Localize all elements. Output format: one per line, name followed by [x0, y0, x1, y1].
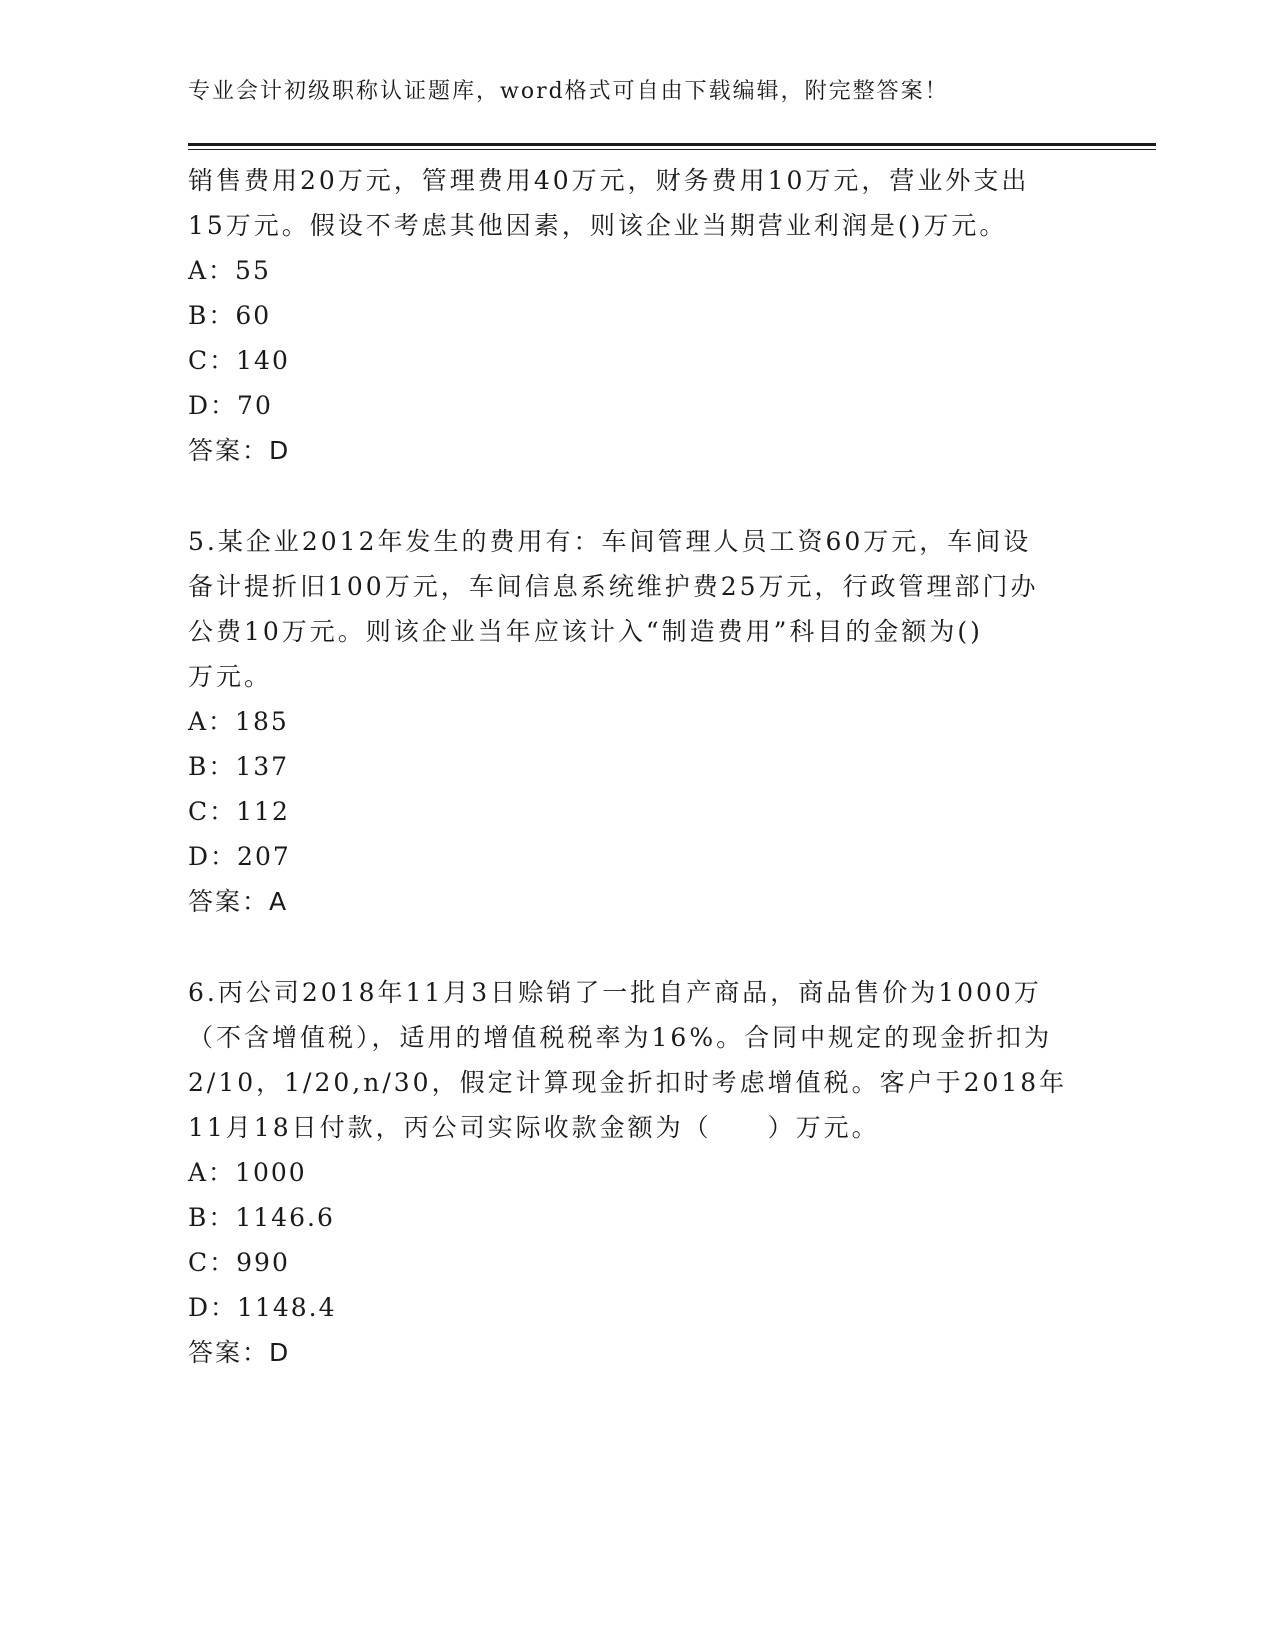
option-a: A：55 — [188, 256, 271, 285]
page-header: 专业会计初级职称认证题库，word格式可自由下载编辑，附完整答案！ — [188, 79, 949, 104]
question-block — [188, 970, 1088, 1375]
option-c: C：990 — [188, 1248, 290, 1277]
question-block — [188, 158, 1088, 473]
question-text-line: 15万元。假设不考虑其他因素，则该企业当期营业利润是()万元。 — [188, 211, 1008, 240]
option-b: B：137 — [188, 752, 290, 781]
question-spacer — [188, 924, 1088, 970]
question-text-line: 5.某企业2012年发生的费用有：车间管理人员工资60万元，车间设 — [188, 527, 1032, 556]
option-d: D：70 — [188, 391, 273, 420]
answer-line: 答案：A — [188, 887, 289, 916]
option-c: C：140 — [188, 346, 290, 375]
header-rule-thick — [188, 143, 1156, 146]
answer-line: 答案：D — [188, 1338, 291, 1367]
header-rule-thin — [188, 149, 1156, 150]
question-text-line: 销售费用20万元，管理费用40万元，财务费用10万元，营业外支出 — [188, 166, 1030, 195]
question-block — [188, 519, 1088, 924]
question-text-line: 万元。 — [188, 662, 273, 691]
question-text-line: 6.丙公司2018年11月3日赊销了一批自产商品，商品售价为1000万 — [188, 978, 1042, 1007]
answer-line: 答案：D — [188, 436, 291, 465]
question-text-line: 备计提折旧100万元，车间信息系统维护费25万元，行政管理部门办 — [188, 572, 1039, 601]
option-b: B：60 — [188, 301, 272, 330]
option-d: D：207 — [188, 842, 291, 871]
question-list — [188, 158, 1088, 1375]
option-a: A：1000 — [188, 1158, 307, 1187]
question-text-line: （不含增值税），适用的增值税税率为16%。合同中规定的现金折扣为 — [188, 1023, 1053, 1052]
question-text-line: 公费10万元。则该企业当年应该计入“制造费用”科目的金额为() — [188, 617, 983, 646]
option-b: B：1146.6 — [188, 1203, 335, 1232]
option-a: A：185 — [188, 707, 289, 736]
option-d: D：1148.4 — [188, 1293, 337, 1322]
option-c: C：112 — [188, 797, 290, 826]
question-text-line: 11月18日付款，丙公司实际收款金额为（ ）万元。 — [188, 1113, 880, 1142]
question-text-line: 2/10，1/20,n/30，假定计算现金折扣时考虑增值税。客户于2018年 — [188, 1068, 1068, 1097]
question-spacer — [188, 473, 1088, 519]
